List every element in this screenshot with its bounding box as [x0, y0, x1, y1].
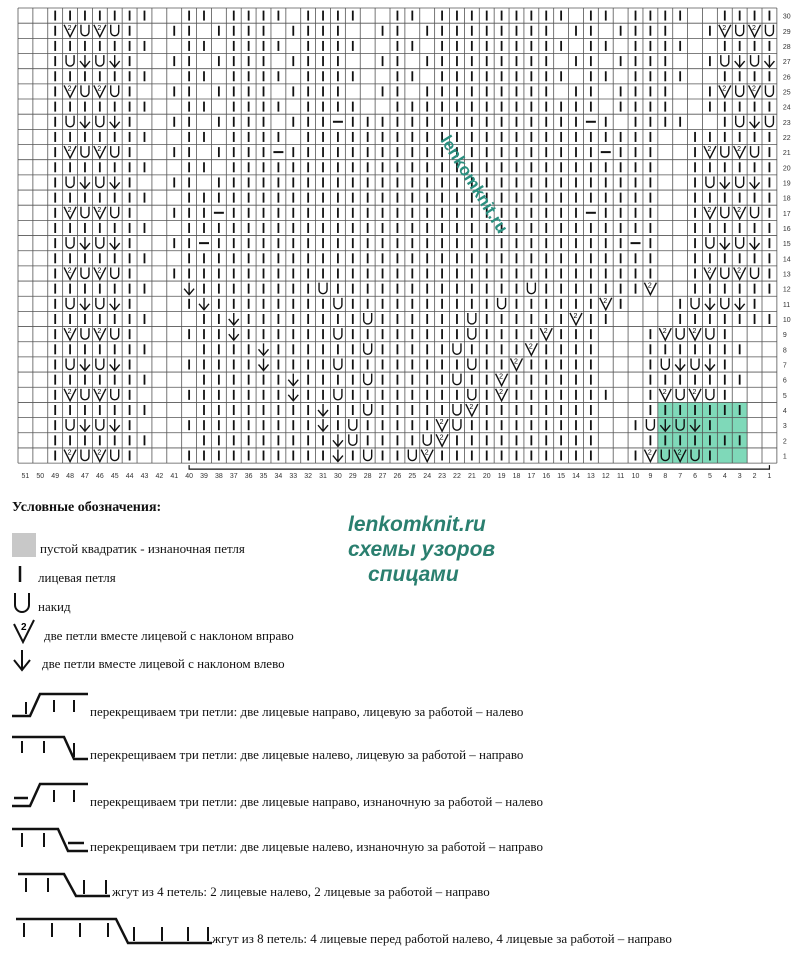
- k2tog-label: 2: [97, 267, 102, 275]
- k2tog-label: 2: [603, 297, 608, 305]
- k2tog-label: 2: [97, 85, 102, 93]
- col-label: 27: [378, 473, 387, 480]
- yarn-over-symbol: [66, 358, 74, 369]
- col-label: 46: [95, 473, 104, 480]
- row-label: 24: [782, 104, 791, 112]
- col-label: 16: [542, 473, 551, 480]
- brand-line2: схемы узоров: [348, 538, 496, 561]
- brand-block: [348, 512, 495, 587]
- legend-item-cable-3-right-knit: [12, 690, 523, 720]
- k2tog-label: 2: [439, 434, 444, 442]
- yarn-over-symbol: [66, 55, 74, 66]
- yarn-over-symbol: [349, 419, 357, 430]
- yarn-over-symbol: [453, 404, 461, 415]
- row-label: 27: [782, 59, 791, 67]
- row-label: 2: [782, 438, 787, 446]
- k2tog-left-symbol: [333, 450, 343, 462]
- k2tog-label: 2: [513, 358, 518, 366]
- col-label: 9: [648, 473, 653, 480]
- col-label: 33: [289, 473, 298, 480]
- col-label: 45: [110, 473, 119, 480]
- legend-item-knit: [12, 564, 116, 586]
- yarn-over-symbol: [111, 25, 119, 36]
- yarn-over-symbol: [96, 237, 104, 248]
- yarn-over-symbol: [364, 374, 372, 385]
- k2tog-label: 2: [499, 388, 504, 396]
- row-label: 14: [782, 256, 791, 264]
- col-label: 18: [512, 473, 521, 480]
- legend-item-cable-8: [12, 915, 672, 947]
- yarn-over-symbol: [96, 358, 104, 369]
- yarn-over-symbol: [706, 328, 714, 339]
- brand-line3: спицами: [368, 563, 459, 586]
- k2tog-label: 2: [67, 449, 72, 457]
- legend-text: перекрещиваем три петли: две лицевые направо, изнаночную за работой – налево: [90, 794, 543, 809]
- yarn-over-symbol: [661, 358, 669, 369]
- k2tog-label: 2: [67, 388, 72, 396]
- k2tog-label: 2: [67, 267, 72, 275]
- col-label: 29: [348, 473, 357, 480]
- k2tog-left-symbol: [259, 343, 269, 355]
- legend-text: лицевая петля: [38, 570, 116, 585]
- legend-text: пустой квадратик - изнаночная петля: [40, 541, 245, 556]
- k2tog-left-symbol: [80, 298, 90, 310]
- k2tog-left-symbol: [80, 55, 90, 67]
- yarn-over-symbol: [751, 55, 759, 66]
- legend-text: накид: [38, 599, 71, 614]
- row-label: 22: [782, 134, 791, 142]
- repeat-bracket: [189, 465, 769, 469]
- row-label: 8: [782, 347, 787, 355]
- yarn-over-symbol: [691, 358, 699, 369]
- col-label: 25: [408, 473, 417, 480]
- yarn-over-symbol: [81, 450, 89, 461]
- k2tog-label: 2: [67, 85, 72, 93]
- yarn-over-symbol: [111, 389, 119, 400]
- k2tog-left-symbol: [229, 328, 239, 340]
- k2tog-label: 2: [469, 404, 474, 412]
- col-label: 11: [616, 473, 625, 480]
- yarn-over-symbol: [423, 434, 431, 445]
- yarn-over-symbol: [96, 419, 104, 430]
- row-label: 17: [782, 210, 791, 218]
- k2tog-left-symbol: [318, 404, 328, 416]
- col-label: 20: [482, 473, 491, 480]
- k2tog-left-symbol: [80, 358, 90, 370]
- col-label: 37: [229, 473, 238, 480]
- k2tog-left-symbol: [705, 298, 715, 310]
- yarn-over-symbol: [721, 146, 729, 157]
- k2tog-left-symbol: [80, 419, 90, 431]
- row-label: 28: [782, 43, 791, 51]
- yarn-over-symbol: [66, 237, 74, 248]
- yarn-over-symbol: [66, 176, 74, 187]
- row-label: 16: [782, 225, 791, 233]
- legend-text: жгут из 8 петель: 4 лицевые перед работой налево, 4 лицевые за работой – направо: [212, 931, 672, 946]
- row-label: 26: [782, 74, 791, 82]
- col-label: 34: [274, 473, 283, 480]
- k2tog-left-symbol: [110, 298, 120, 310]
- row-label: 10: [782, 316, 791, 324]
- col-label: 44: [125, 473, 134, 480]
- cable-8-icon: [12, 915, 212, 947]
- col-label: 36: [244, 473, 253, 480]
- k2tog-left-symbol: [199, 298, 209, 310]
- yarn-over-symbol: [81, 207, 89, 218]
- k2tog-label: 2: [662, 388, 667, 396]
- legend-text: две петли вместе лицевой с наклоном влево: [42, 656, 285, 671]
- row-label: 5: [782, 392, 787, 400]
- k2tog-left-symbol: [764, 55, 774, 67]
- col-label: 17: [527, 473, 536, 480]
- col-label: 1: [767, 473, 772, 480]
- yarn-over-symbol: [765, 25, 773, 36]
- k2tog-label: 2: [737, 146, 742, 154]
- yarn-over-symbol: [721, 267, 729, 278]
- yarn-over-symbol: [468, 358, 476, 369]
- cable-3-left-purl-icon: [12, 825, 90, 855]
- yarn-over-symbol: [364, 450, 372, 461]
- col-label: 51: [21, 473, 30, 480]
- col-label: 21: [467, 473, 476, 480]
- row-label: 13: [782, 271, 791, 279]
- cable-3-right-knit-icon: [12, 690, 90, 720]
- col-label: 32: [304, 473, 313, 480]
- k2tog-label: 2: [424, 449, 429, 457]
- row-label: 19: [782, 180, 791, 188]
- k2tog-label: 2: [722, 24, 727, 32]
- col-label: 26: [393, 473, 402, 480]
- legend-text: перекрещиваем три петли: две лицевые направо, лицевую за работой – налево: [90, 704, 524, 719]
- k2tog-label: 2: [67, 24, 72, 32]
- col-label: 14: [572, 473, 580, 480]
- k2tog-right-icon: [12, 618, 44, 644]
- yarn-over-symbol: [751, 207, 759, 218]
- yarn-over-symbol: [66, 298, 74, 309]
- yarn-over-symbol: [111, 267, 119, 278]
- k2tog-label: 2: [647, 282, 652, 290]
- k2tog-label: 2: [97, 328, 102, 336]
- k2tog-left-symbol: [288, 374, 298, 386]
- k2tog-label: 2: [692, 388, 697, 396]
- knit-icon: [12, 564, 38, 586]
- yarn-over-symbol: [334, 358, 342, 369]
- col-label: 22: [453, 473, 461, 480]
- cable-4-icon: [12, 870, 112, 900]
- col-label: 24: [423, 473, 432, 480]
- yarn-over-symbol: [96, 116, 104, 127]
- col-label: 13: [586, 473, 595, 480]
- yarn-over-symbol: [736, 176, 744, 187]
- k2tog-label: 2: [67, 206, 72, 214]
- yarn-over-symbol: [498, 298, 506, 309]
- k2tog-left-symbol: [110, 116, 120, 128]
- k2tog-label: 2: [647, 449, 652, 457]
- k2tog-label: 2: [499, 373, 504, 381]
- yarn-over-symbol: [706, 237, 714, 248]
- k2tog-label: 2: [692, 328, 697, 336]
- row-label: 11: [782, 301, 791, 309]
- yarn-over-symbol: [468, 313, 476, 324]
- legend-text: две петли вместе лицевой с наклоном вправо: [44, 628, 294, 643]
- k2tog-label: 2: [707, 146, 712, 154]
- col-label: 40: [185, 473, 194, 480]
- yarn-over-symbol: [765, 116, 773, 127]
- yarn-over-symbol: [66, 419, 74, 430]
- col-label: 3: [737, 473, 742, 480]
- k2tog-left-symbol: [735, 55, 745, 67]
- yarn-over-symbol: [453, 419, 461, 430]
- k2tog-label: 2: [752, 24, 756, 32]
- k2tog-left-symbol: [720, 176, 730, 188]
- yarn-over-symbol: [334, 328, 342, 339]
- legend-item-yarn-over: [12, 591, 71, 615]
- col-label: 28: [363, 473, 372, 480]
- k2tog-left-symbol: [184, 283, 194, 295]
- yarn-over-symbol: [111, 207, 119, 218]
- yarn-over-symbol: [111, 146, 119, 157]
- watermark: lenkomknit.ru: [436, 132, 512, 237]
- k2tog-label: 2: [752, 85, 756, 93]
- col-label: 6: [693, 473, 697, 480]
- legend-item-cable-4: [12, 870, 490, 900]
- yarn-over-symbol: [96, 176, 104, 187]
- k2tog-label: 2: [528, 343, 533, 351]
- yarn-over-symbol: [81, 267, 89, 278]
- col-label: 7: [678, 473, 683, 480]
- yarn-over-symbol: [736, 116, 744, 127]
- yarn-over-symbol: [111, 85, 119, 96]
- row-label: 23: [782, 119, 791, 127]
- yarn-over-symbol: [81, 85, 89, 96]
- row-label: 3: [782, 423, 787, 431]
- legend-item-purl: [12, 533, 245, 557]
- yarn-over-symbol: [81, 25, 89, 36]
- k2tog-left-symbol: [675, 358, 685, 370]
- col-label: 39: [200, 473, 208, 480]
- row-label: 4: [782, 408, 787, 416]
- k2tog-left-symbol: [318, 419, 328, 431]
- col-label: 42: [155, 473, 164, 480]
- col-label: 47: [81, 473, 89, 480]
- yarn-over-symbol: [334, 298, 342, 309]
- col-label: 8: [663, 473, 668, 480]
- k2tog-label: 2: [97, 388, 102, 396]
- yarn-over-symbol: [765, 85, 773, 96]
- k2tog-label: 2: [67, 328, 72, 336]
- col-label: 49: [51, 473, 60, 480]
- col-label: 15: [557, 473, 566, 480]
- k2tog-left-symbol: [80, 176, 90, 188]
- yarn-over-symbol: [736, 25, 744, 36]
- yarn-over-symbol: [721, 298, 729, 309]
- k2tog-label: 2: [707, 267, 712, 275]
- col-label: 10: [631, 473, 640, 480]
- legend-title: Условные обозначения:: [12, 500, 162, 515]
- yarn-over-symbol: [646, 419, 654, 430]
- k2tog-label: 2: [737, 206, 742, 214]
- yarn-over-symbol: [319, 283, 327, 294]
- yarn-over-symbol: [736, 85, 744, 96]
- k2tog-left-symbol: [735, 298, 745, 310]
- row-label: 18: [782, 195, 791, 203]
- col-label: 30: [334, 473, 342, 480]
- k2tog-label: 2: [97, 206, 102, 214]
- row-label: 25: [782, 89, 791, 97]
- k2tog-left-symbol: [80, 237, 90, 249]
- k2tog-label: 2: [737, 267, 742, 275]
- cable-3-right-purl-icon: [12, 780, 90, 810]
- k2tog-left-symbol: [110, 358, 120, 370]
- yarn-over-symbol: [453, 343, 461, 354]
- yarn-over-symbol: [736, 237, 744, 248]
- yarn-over-symbol: [66, 116, 74, 127]
- k2tog-label: 2: [677, 449, 682, 457]
- k2tog-left-symbol: [229, 313, 239, 325]
- yarn-over-symbol: [334, 389, 342, 400]
- k2tog-label: 2: [543, 328, 548, 336]
- row-label: 21: [782, 150, 791, 158]
- yarn-over-symbol: [96, 298, 104, 309]
- col-label: 2: [752, 473, 757, 480]
- k2tog-left-symbol: [720, 237, 730, 249]
- col-label: 12: [601, 473, 610, 480]
- k2tog-label: 2: [707, 206, 712, 214]
- yarn-over-symbol: [111, 450, 119, 461]
- row-label: 6: [782, 377, 787, 385]
- k2tog-left-symbol: [288, 389, 298, 401]
- k2tog-left-symbol: [750, 237, 760, 249]
- yarn-over-symbol: [751, 146, 759, 157]
- k2tog-left-symbol: [705, 358, 715, 370]
- yarn-over-symbol: [721, 55, 729, 66]
- col-label: 19: [497, 473, 506, 480]
- yarn-over-symbol: [408, 450, 416, 461]
- k2tog-left-symbol: [110, 419, 120, 431]
- row-label: 9: [782, 332, 787, 340]
- col-label: 31: [319, 473, 327, 480]
- purl-square-icon: [12, 533, 36, 557]
- k2tog-left-symbol: [110, 237, 120, 249]
- row-label: 1: [782, 453, 787, 461]
- yarn-over-symbol: [349, 434, 357, 445]
- yarn-over-symbol: [468, 328, 476, 339]
- col-label: 38: [214, 473, 223, 480]
- legend-item-cable-3-left-knit: [12, 733, 523, 763]
- k2tog-label: 2: [573, 312, 578, 320]
- row-label: 29: [782, 28, 791, 36]
- yarn-over-symbol: [111, 328, 119, 339]
- brand-site: lenkomknit.ru: [348, 513, 486, 536]
- legend-text: жгут из 4 петель: 2 лицевые налево, 2 лицевые за работой – направо: [112, 884, 490, 899]
- col-label: 43: [140, 473, 149, 480]
- k2tog-label: 2: [97, 24, 102, 32]
- yarn-over-symbol: [364, 313, 372, 324]
- col-label: 5: [707, 473, 712, 480]
- row-label: 15: [782, 241, 791, 249]
- k2tog-left-symbol: [750, 116, 760, 128]
- yarn-over-symbol: [96, 55, 104, 66]
- yarn-over-symbol: [81, 146, 89, 157]
- row-label: 30: [782, 13, 791, 21]
- k2tog-left-symbol: [80, 116, 90, 128]
- col-label: 35: [259, 473, 268, 480]
- col-label: 23: [438, 473, 446, 480]
- row-label: 12: [782, 286, 791, 294]
- legend-item-k2tog-left: [12, 648, 285, 672]
- yarn-over-symbol: [364, 404, 372, 415]
- legend-text: перекрещиваем три петли: две лицевые налево, изнаночную за работой – направо: [90, 839, 543, 854]
- k2tog-left-symbol: [750, 176, 760, 188]
- col-label: 50: [36, 473, 45, 480]
- col-label: 4: [722, 473, 727, 480]
- yarn-over-symbol: [706, 176, 714, 187]
- k2tog-left-symbol: [110, 55, 120, 67]
- k2tog-left-symbol: [333, 434, 343, 446]
- yarn-over-symbol: [721, 207, 729, 218]
- legend-text: перекрещиваем три петли: две лицевые налево, лицевую за работой – направо: [90, 747, 524, 762]
- col-label: 41: [170, 473, 179, 480]
- yarn-over-symbol: [81, 328, 89, 339]
- svg-text:2: 2: [21, 622, 27, 633]
- yarn-over-symbol: [691, 298, 699, 309]
- k2tog-left-symbol: [259, 358, 269, 370]
- yarn-over-symbol: [527, 283, 535, 294]
- row-label: 7: [782, 362, 787, 370]
- k2tog-label: 2: [97, 146, 102, 154]
- yarn-over-symbol: [751, 267, 759, 278]
- yarn-over-symbol: [364, 343, 372, 354]
- k2tog-label: 2: [97, 449, 102, 457]
- k2tog-label: 2: [67, 146, 72, 154]
- yarn-over-symbol: [706, 389, 714, 400]
- legend-item-cable-3-right-purl: [12, 780, 543, 810]
- legend-item-cable-3-left-purl: [12, 825, 543, 855]
- yarn-over-symbol: [676, 389, 684, 400]
- legend-item-k2tog-right: [12, 618, 294, 644]
- k2tog-label: 2: [439, 419, 444, 427]
- cable-3-left-knit-icon: [12, 733, 90, 763]
- k2tog-left-icon: [12, 648, 42, 672]
- yarn-over-symbol: [468, 389, 476, 400]
- col-label: 48: [66, 473, 74, 480]
- yarn-over-symbol: [81, 389, 89, 400]
- yarn-over-icon: [12, 591, 38, 615]
- k2tog-label: 2: [662, 328, 667, 336]
- row-label: 20: [782, 165, 791, 173]
- k2tog-left-symbol: [110, 176, 120, 188]
- yarn-over-symbol: [453, 374, 461, 385]
- yarn-over-symbol: [676, 328, 684, 339]
- k2tog-label: 2: [722, 85, 727, 93]
